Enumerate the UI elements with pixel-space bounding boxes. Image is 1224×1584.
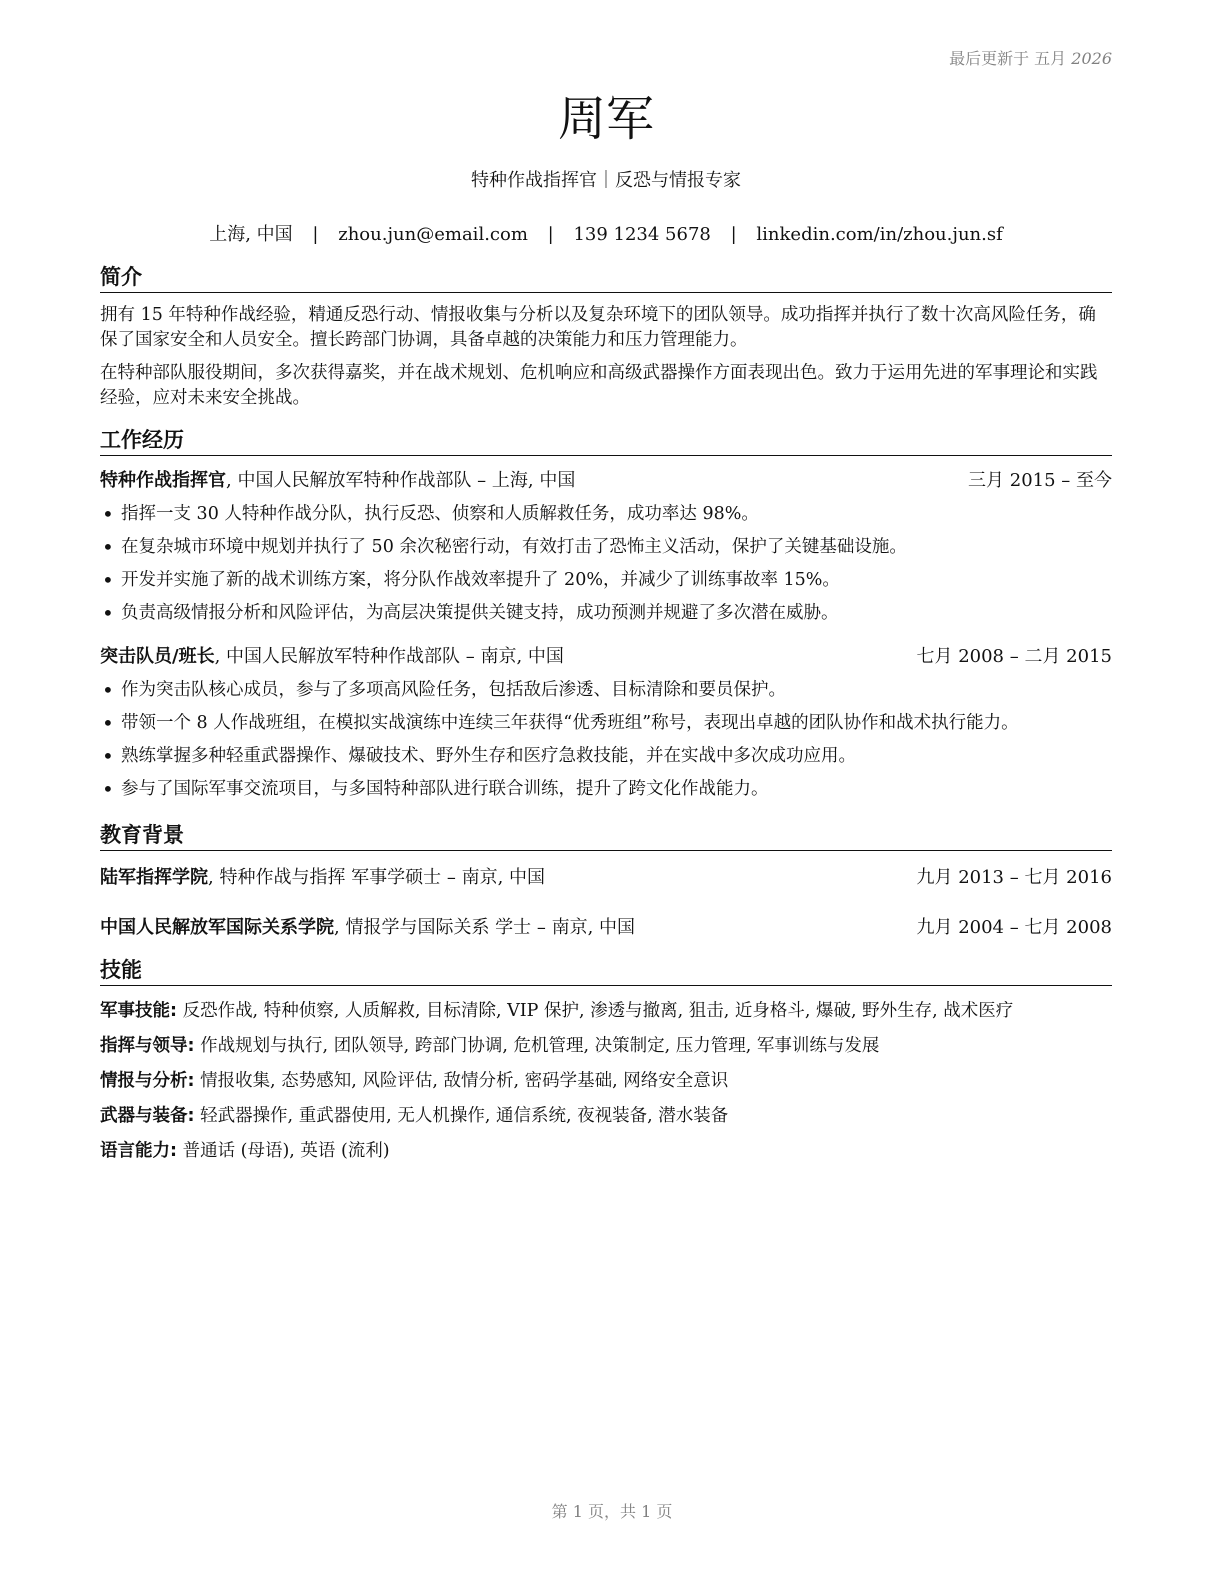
summary-paragraph: 拥有 15 年特种作战经验，精通反恐行动、情报收集与分析以及复杂环境下的团队领导。成功指挥并执行了数十次高风险任务，确保了国家安全和人员安全。擅长跨部门协调，具备卓越的决策能力和压力管理能力。 — [100, 305, 1096, 350]
experience-org: , 中国人民解放军特种作战部队 – 南京, 中国 — [214, 646, 564, 667]
experience-bullet: • 指挥一支 30 人特种作战分队，执行反恐、侦察和人质解救任务，成功率达 98%。 — [100, 498, 1112, 531]
skill-row — [100, 1029, 1112, 1064]
candidate-name: 周军 — [557, 91, 654, 147]
experience-dates: 七月 2008 – 二月 2015 — [916, 646, 1112, 667]
skill-value: 作战规划与执行, 团队领导, 跨部门协调, 危机管理, 决策制定, 压力管理, 军事训练与发展 — [194, 1036, 880, 1056]
last-updated-prefix: 最后更新于 — [949, 49, 1030, 68]
experience-entry — [100, 644, 1112, 806]
candidate-headline: 特种作战指挥官｜反恐与情报专家 — [471, 170, 741, 191]
education-title-line — [100, 865, 545, 891]
education-entry — [100, 865, 1112, 891]
education-dates: 九月 2004 – 七月 2008 — [916, 917, 1112, 938]
contact-separator: | — [547, 224, 554, 245]
experience-bullet: • 参与了国际军事交流项目，与多国特种部队进行联合训练，提升了跨文化作战能力。 — [100, 773, 1112, 806]
last-updated-month: 五月 — [1034, 49, 1067, 68]
skill-label: 指挥与领导: — [100, 1036, 195, 1056]
experience-org: , 中国人民解放军特种作战部队 – 上海, 中国 — [226, 470, 576, 491]
education-dates: 九月 2013 – 七月 2016 — [916, 867, 1112, 888]
contact-separator: | — [312, 224, 319, 245]
experience-entry-header — [100, 468, 1112, 494]
experience-bullet: • 作为突击队核心成员，参与了多项高风险任务，包括敌后渗透、目标清除和要员保护。 — [100, 674, 1112, 707]
skill-value: 反恐作战, 特种侦察, 人质解救, 目标清除, VIP 保护, 渗透与撤离, 狙击, 近身格斗, 爆破, 野外生存, 战术医疗 — [177, 1001, 1014, 1021]
experience-bullet: • 在复杂城市环境中规划并执行了 50 余次秘密行动，有效打击了恐怖主义活动，保护了关键基础设施。 — [100, 531, 1112, 564]
education-detail: , 特种作战与指挥 军事学硕士 – 南京, 中国 — [208, 867, 546, 888]
contact-email[interactable]: zhou.jun@email.com — [338, 224, 528, 245]
education-title-line — [100, 915, 635, 941]
page-footer: 第 1 页，共 1 页 — [551, 1502, 673, 1521]
skill-value: 轻武器操作, 重武器使用, 无人机操作, 通信系统, 夜视装备, 潜水装备 — [194, 1106, 729, 1126]
education-school: 中国人民解放军国际关系学院 — [100, 917, 334, 938]
experience-bullet: • 熟练掌握多种轻重武器操作、爆破技术、野外生存和医疗急救技能，并在实战中多次成功应用。 — [100, 740, 1112, 773]
experience-role: 突击队员/班长 — [100, 646, 215, 667]
section-title-summary: 简介 — [100, 262, 1112, 293]
experience-bullet: • 开发并实施了新的战术训练方案，将分队作战效率提升了 20%，并减少了训练事故率 15%。 — [100, 564, 1112, 597]
experience-bullet: • 带领一个 8 人作战班组，在模拟实战演练中连续三年获得“优秀班组”称号，表现出卓越的团队协作和战术执行能力。 — [100, 707, 1112, 740]
experience-dates: 三月 2015 – 至今 — [968, 470, 1112, 491]
skills-list — [100, 994, 1112, 1169]
experience-role: 特种作战指挥官 — [100, 470, 226, 491]
section-title-experience: 工作经历 — [100, 425, 1112, 456]
contact-line — [100, 222, 1112, 248]
education-entry — [100, 915, 1112, 941]
experience-bullet: • 负责高级情报分析和风险评估，为高层决策提供关键支持，成功预测并规避了多次潜在威胁。 — [100, 597, 1112, 630]
skill-label: 情报与分析: — [100, 1071, 195, 1091]
experience-title-line — [100, 644, 564, 670]
last-updated-year: 2026 — [1071, 49, 1112, 68]
contact-linkedin[interactable]: linkedin.com/in/zhou.jun.sf — [756, 224, 1003, 245]
skill-row — [100, 1064, 1112, 1099]
skill-row — [100, 1134, 1112, 1169]
skill-value: 普通话 (母语), 英语 (流利) — [177, 1141, 390, 1161]
contact-phone: 139 1234 5678 — [573, 224, 711, 245]
experience-bullets — [100, 674, 1112, 806]
summary-paragraph: 在特种部队服役期间，多次获得嘉奖，并在战术规划、危机响应和高级武器操作方面表现出色。致力于运用先进的军事理论和实践经验，应对未来安全挑战。 — [100, 363, 1098, 408]
education-detail: , 情报学与国际关系 学士 – 南京, 中国 — [334, 917, 636, 938]
skill-label: 军事技能: — [100, 1001, 177, 1021]
skill-label: 武器与装备: — [100, 1106, 195, 1126]
contact-location: 上海, 中国 — [209, 224, 293, 245]
experience-bullets — [100, 498, 1112, 630]
skill-value: 情报收集, 态势感知, 风险评估, 敌情分析, 密码学基础, 网络安全意识 — [194, 1071, 729, 1091]
experience-title-line — [100, 468, 575, 494]
contact-separator: | — [730, 224, 737, 245]
experience-entry — [100, 468, 1112, 630]
skill-label: 语言能力: — [100, 1141, 177, 1161]
section-title-education: 教育背景 — [100, 820, 1112, 851]
experience-entry-header — [100, 644, 1112, 670]
skill-row — [100, 994, 1112, 1029]
education-school: 陆军指挥学院 — [100, 867, 208, 888]
skill-row — [100, 1099, 1112, 1134]
last-updated — [949, 46, 1112, 69]
section-title-skills: 技能 — [100, 955, 1112, 986]
